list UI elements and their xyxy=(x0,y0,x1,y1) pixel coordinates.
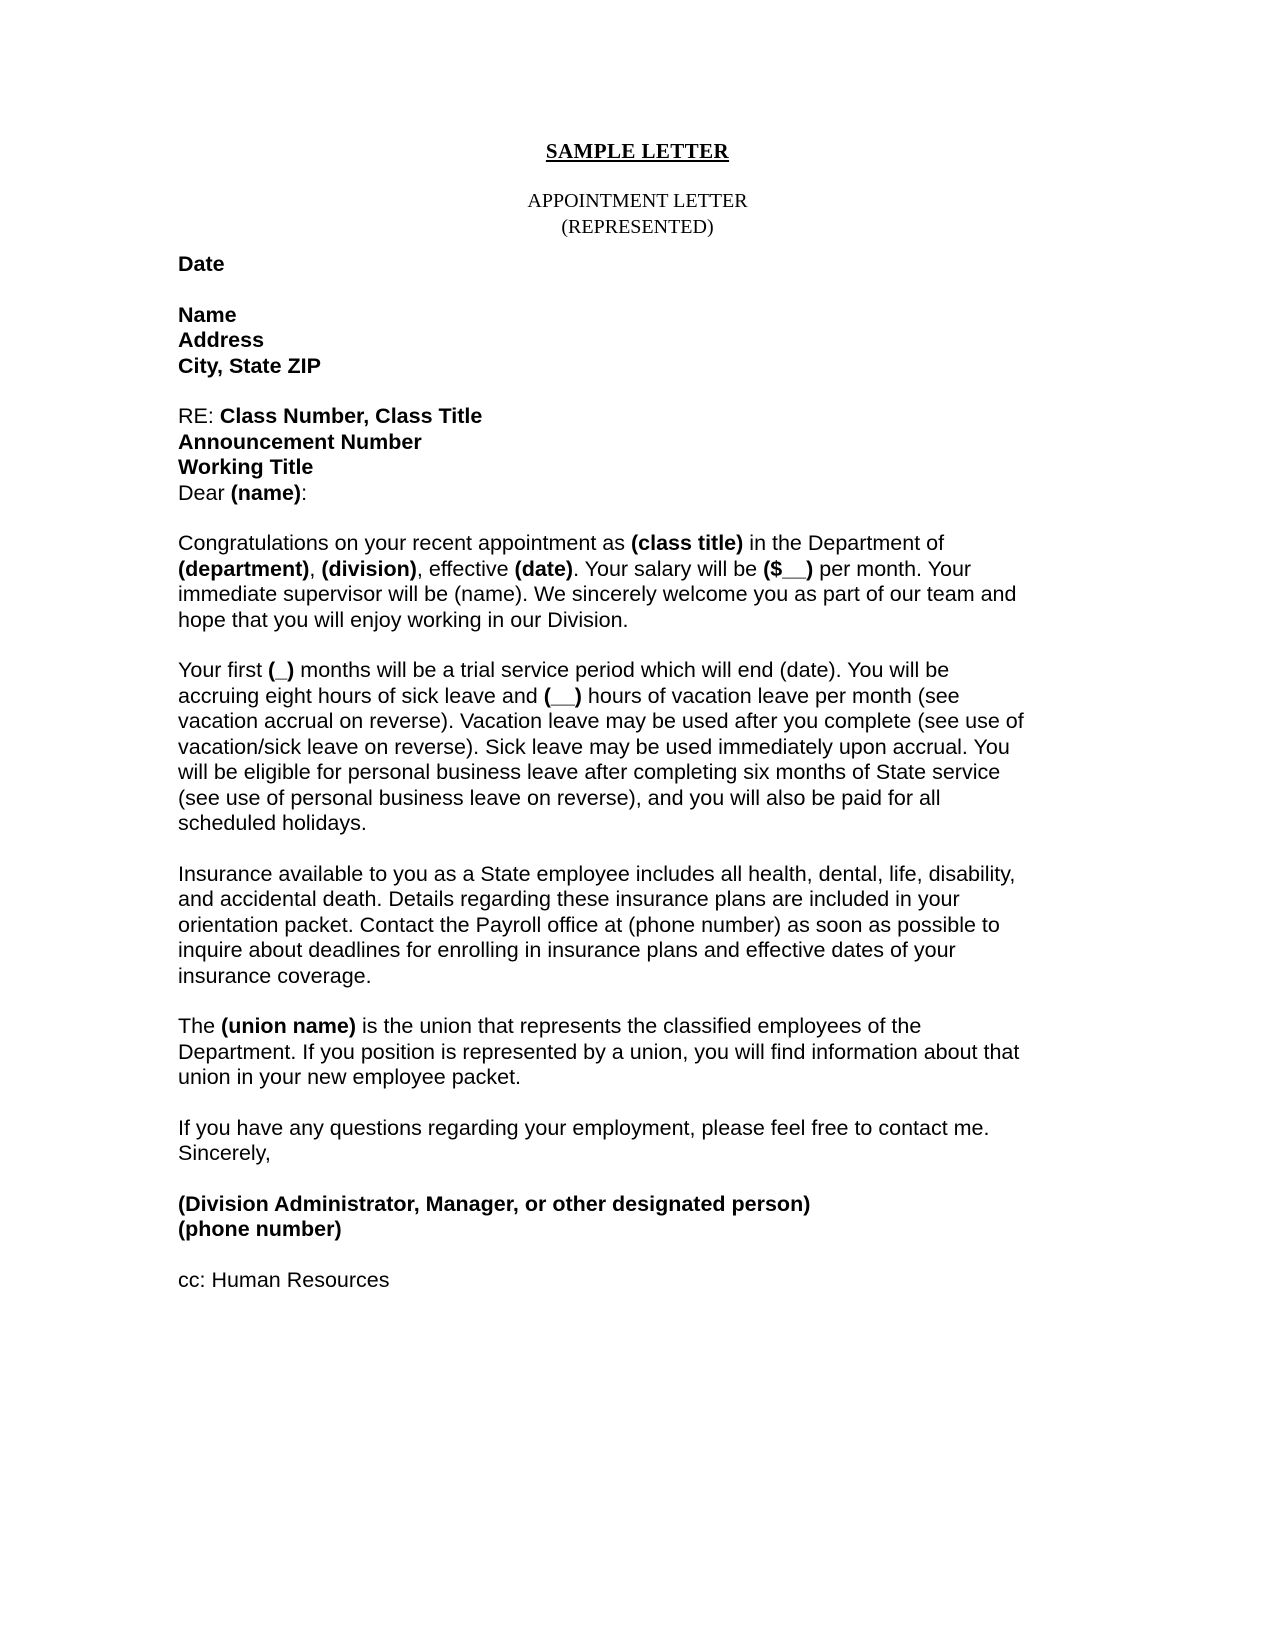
signature-block xyxy=(178,1192,1036,1243)
p2-text-3: hours of vacation leave per month (see vacation accrual on reverse). Vacation leave may be used after you complete (see use of vacation/sick leave on reverse). Sick leave may be used immediately upon accrual. You will be eligible for personal business leave after completing six months of State service (see use of personal business leave on reverse), and you will also be paid for all scheduled holidays. xyxy=(178,683,1024,835)
date-placeholder: Date xyxy=(178,252,225,276)
spacer-before-cc xyxy=(178,1243,1036,1268)
salutation-prefix: Dear xyxy=(178,480,231,505)
spacer-after-recipient xyxy=(178,379,1036,404)
re-block xyxy=(178,404,1036,506)
subtitle-line-1: APPOINTMENT LETTER xyxy=(527,190,748,213)
spacer-before-p4 xyxy=(178,989,1036,1014)
recipient-name: Name xyxy=(178,302,237,327)
recipient-block xyxy=(178,303,1036,380)
p4-text-2: is the union that represents the classified employees of the Department. If you position is represented by a union, you will find information about that union in your new employee packet. xyxy=(178,1014,1020,1089)
signature-phone: (phone number) xyxy=(178,1217,342,1241)
p1-text-6: per month. Your immediate supervisor will be (name). We sincerely welcome you as part of our team and hope that you will enjoy working in our Division. xyxy=(178,556,1017,632)
cc-line: cc: Human Resources xyxy=(178,1267,390,1292)
p2-months-blank: (_) xyxy=(268,658,295,682)
p1-date: (date) xyxy=(514,556,574,581)
p1-department: (department) xyxy=(178,556,310,581)
salutation-name: (name) xyxy=(230,480,302,505)
paragraph-trial-service xyxy=(178,658,1036,837)
re-working-title: Working Title xyxy=(178,455,314,479)
recipient-address: Address xyxy=(178,328,265,352)
p2-text-1: Your first xyxy=(178,658,269,682)
spacer-before-p2 xyxy=(178,633,1036,658)
spacer-before-p1 xyxy=(178,506,1036,531)
paragraph-congratulations xyxy=(178,531,1036,633)
recipient-city-state-zip: City, State ZIP xyxy=(178,353,321,378)
p2-vacation-hours-blank: (__) xyxy=(543,683,582,708)
re-label: RE: xyxy=(178,404,214,428)
p1-text-5: . Your salary will be xyxy=(573,556,764,581)
p5-line-2: Sincerely, xyxy=(178,1141,271,1165)
paragraph-insurance: Insurance available to you as a State employee includes all health, dental, life, disability, and accidental death. Details regarding these insurance plans are included in your orientation packet. Contact the Payroll office at (phone number) as soon as possible to inquire about deadlines for enrolling in insurance plans and effective dates of your insurance coverage. xyxy=(178,861,1016,988)
page-title: SAMPLE LETTER xyxy=(545,139,730,163)
p1-text-3: , xyxy=(309,556,322,581)
spacer-before-signature xyxy=(178,1167,1036,1192)
p1-text-2: in the Department of xyxy=(743,531,945,555)
signature-title: (Division Administrator, Manager, or other designated person) xyxy=(178,1191,811,1216)
salutation xyxy=(178,481,1036,507)
p1-division: (division) xyxy=(321,556,417,581)
spacer-after-date xyxy=(178,278,1036,303)
letter-header xyxy=(0,140,1275,240)
p1-class-title: (class title) xyxy=(630,531,744,555)
p4-union-name: (union name) xyxy=(221,1014,356,1038)
paragraph-union xyxy=(178,1014,1036,1091)
re-announcement-number: Announcement Number xyxy=(178,429,422,454)
p4-text-1: The xyxy=(178,1014,222,1038)
p1-text-4: , effective xyxy=(416,556,515,581)
spacer-before-p3 xyxy=(178,837,1036,862)
p2-text-2: months will be a trial service period which will end (date). You will be accruing eight hours of sick leave and xyxy=(178,658,950,708)
re-line-1 xyxy=(178,404,1036,430)
salutation-suffix: : xyxy=(301,480,308,505)
subtitle-line-2: (REPRESENTED) xyxy=(561,215,714,238)
p1-text-1: Congratulations on your recent appointment as xyxy=(178,531,631,555)
p5-line-1: If you have any questions regarding your employment, please feel free to contact me. xyxy=(178,1115,990,1140)
letter-body xyxy=(178,252,1036,1293)
letter-subtitle xyxy=(0,189,1275,240)
spacer-before-p5 xyxy=(178,1091,1036,1116)
paragraph-closing xyxy=(178,1116,1036,1167)
p1-salary: ($__) xyxy=(763,556,814,581)
re-class-title: Class Number, Class Title xyxy=(219,404,483,428)
